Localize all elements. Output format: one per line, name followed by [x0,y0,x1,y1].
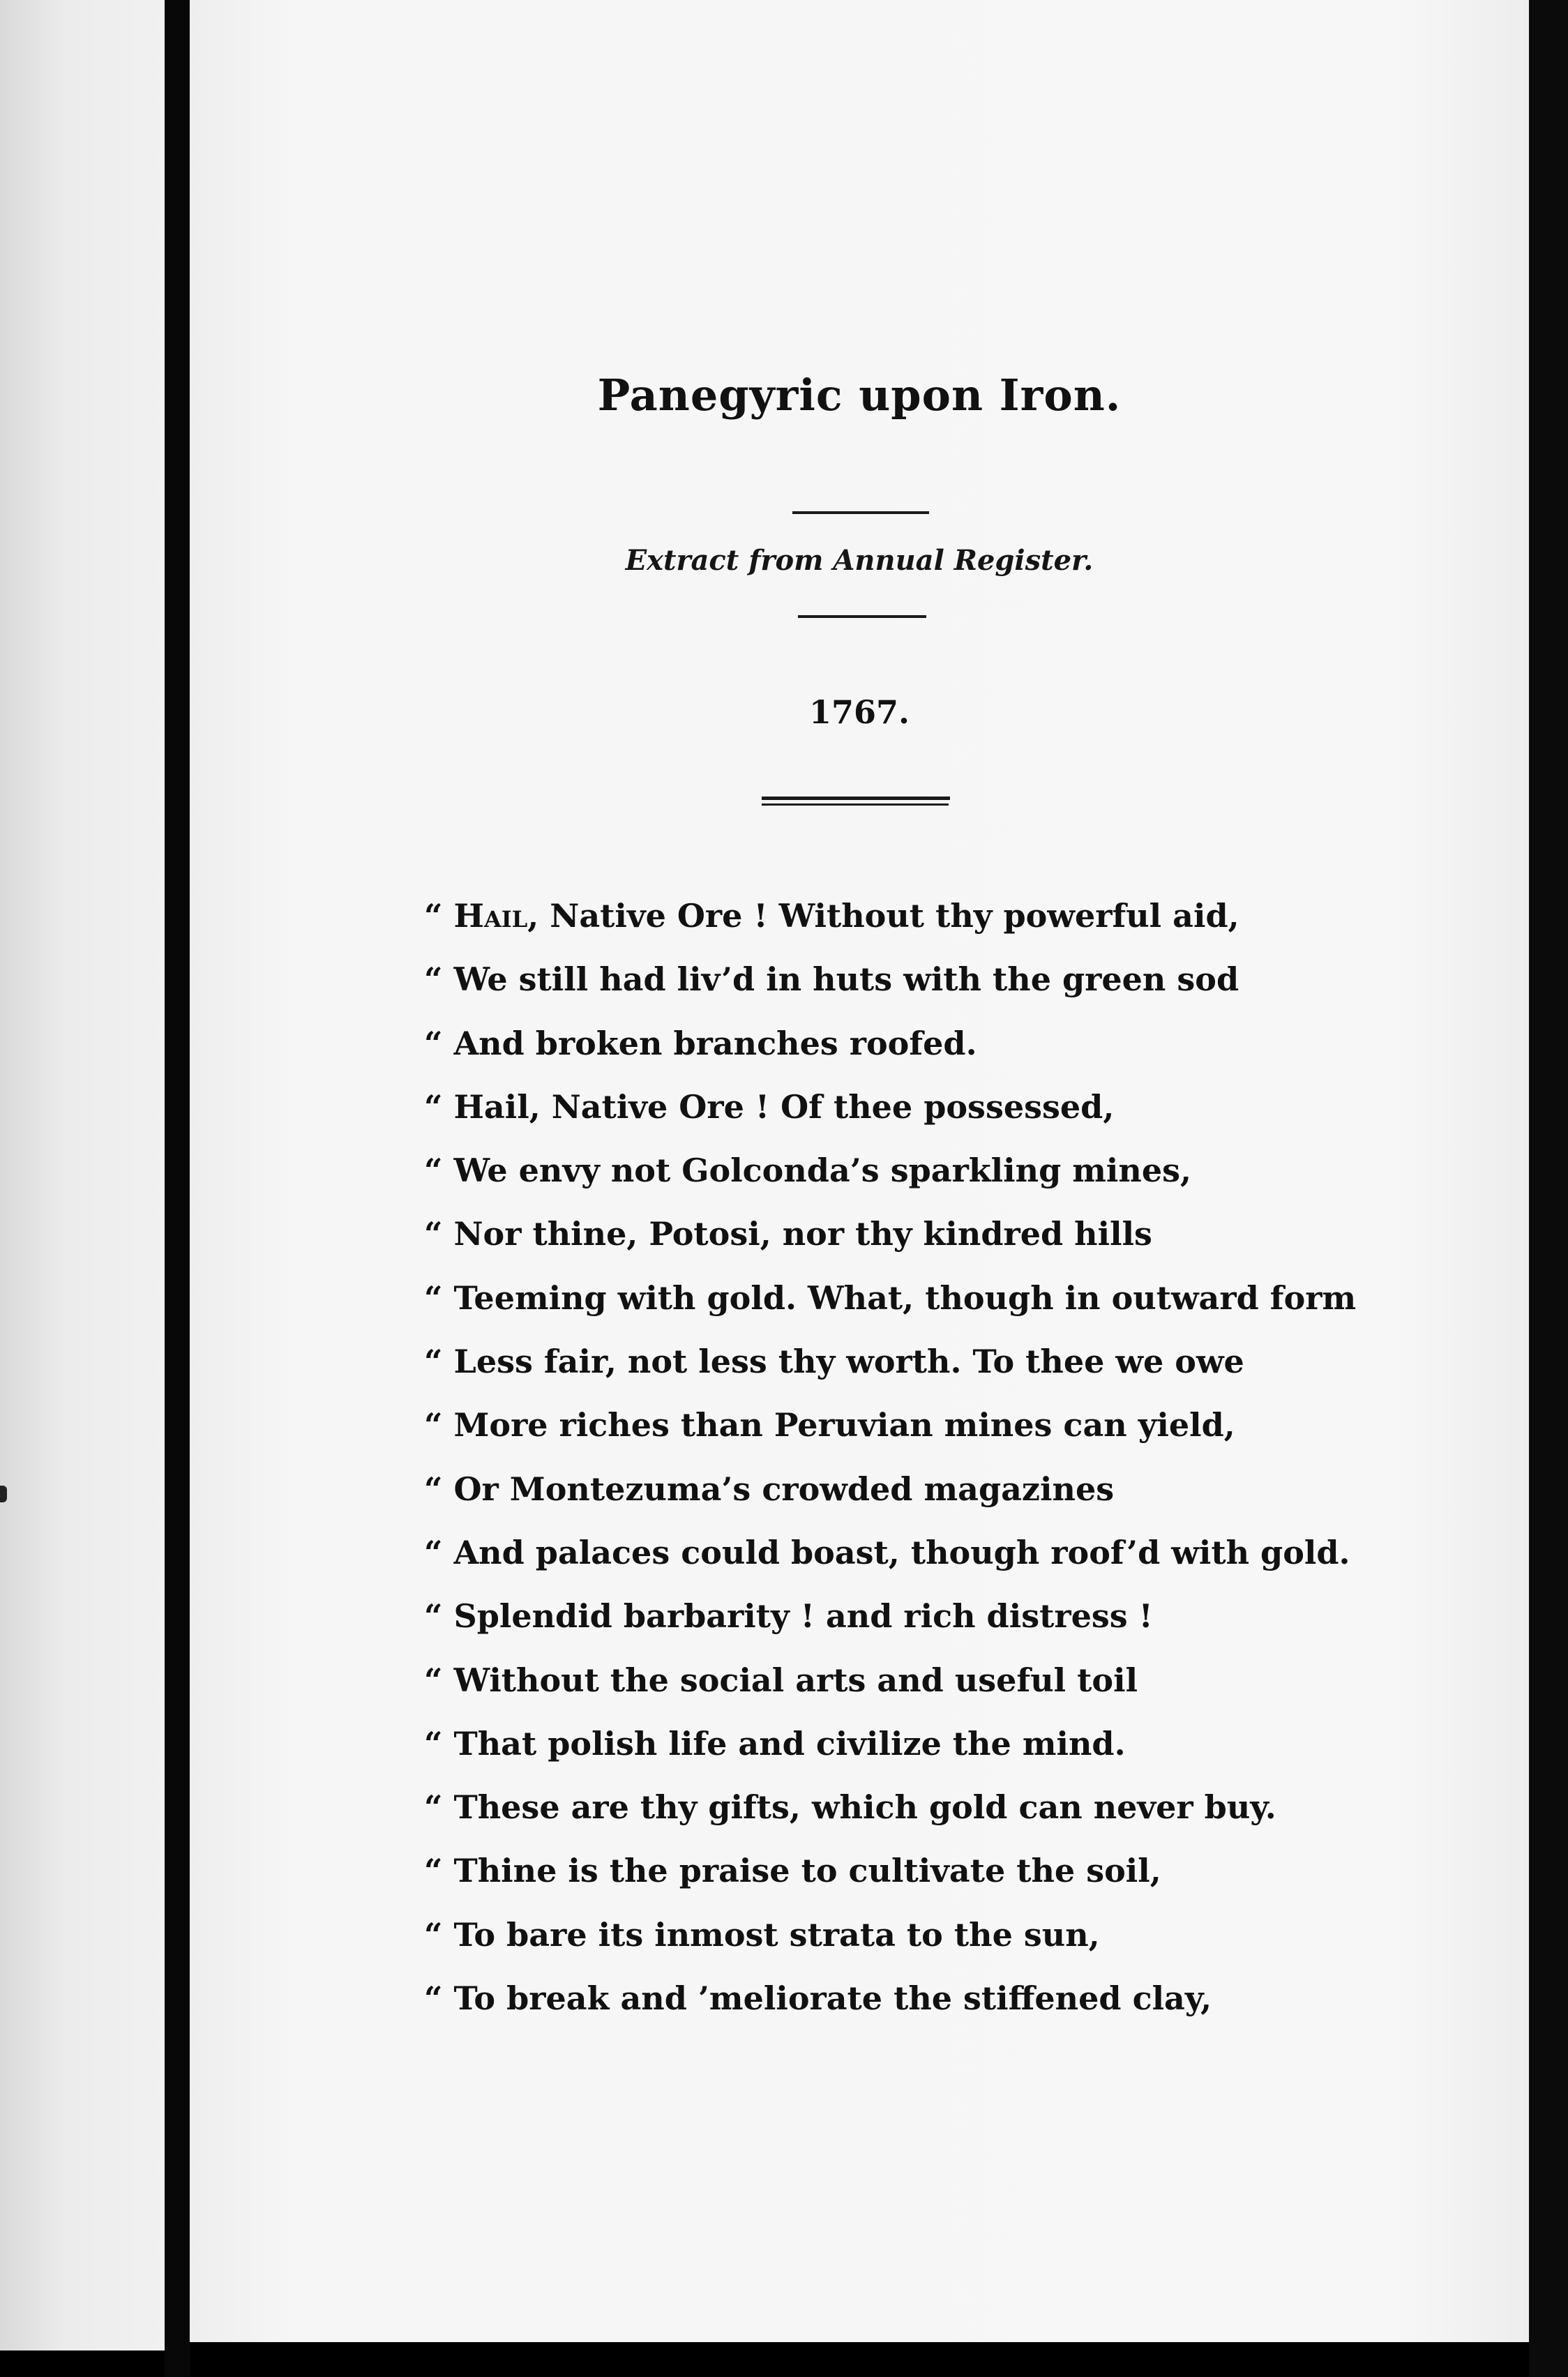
double-rule-top [762,797,950,800]
poem-line: “ To break and ’meliorate the stiffened clay, [424,1979,1212,2018]
book-gutter [165,0,190,2377]
page-title: Panegyric upon Iron. [597,370,1122,421]
opening-quote: “ [424,897,454,935]
scan-border [1529,0,1568,2377]
opening-word: Hail [453,897,528,935]
book-page [190,0,1529,2342]
poem-line: “ Nor thine, Potosi, nor thy kindred hills [424,1215,1152,1253]
page-subtitle: Extract from Annual Register. [625,544,1094,577]
year-heading: 1767. [808,693,910,731]
double-rule-bottom [762,803,949,806]
poem-line: “ More riches than Peruvian mines can yield, [424,1406,1235,1444]
poem-line: “ Teeming with gold. What, though in outward form [424,1278,1357,1317]
poem-line: “ Without the social arts and useful toil [424,1661,1138,1699]
poem-line: “ We envy not Golconda’s sparkling mines, [424,1152,1192,1190]
title-rule [792,511,929,514]
poem-line: “ These are thy gifts, which gold can never buy. [424,1788,1276,1827]
poem-line [424,884,1512,948]
poem-body [424,884,1512,2030]
opening-line-rest: , Native Ore ! Without thy powerful aid, [527,897,1239,935]
poem-line: “ Thine is the praise to cultivate the soil, [424,1852,1161,1890]
poem-line: “ Hail, Native Ore ! Of thee possessed, [424,1087,1115,1126]
poem-line: “ Less fair, not less thy worth. To thee we owe [424,1343,1244,1381]
poem-line: “ Splendid barbarity ! and rich distress ! [424,1597,1153,1636]
poem-line: “ To bare its inmost strata to the sun, [424,1915,1100,1954]
poem-line: “ We still had liv’d in huts with the green sod [424,960,1239,999]
poem-line: “ And broken branches roofed. [424,1024,977,1062]
poem-line: “ Or Montezuma’s crowded magazines [424,1470,1115,1508]
poem-line: “ And palaces could boast, though roof’d with gold. [424,1533,1350,1571]
margin-mark [0,1486,7,1502]
facing-page-edge [0,0,165,2350]
subtitle-rule [798,615,926,618]
poem-line: “ That polish life and civilize the mind. [424,1724,1126,1763]
